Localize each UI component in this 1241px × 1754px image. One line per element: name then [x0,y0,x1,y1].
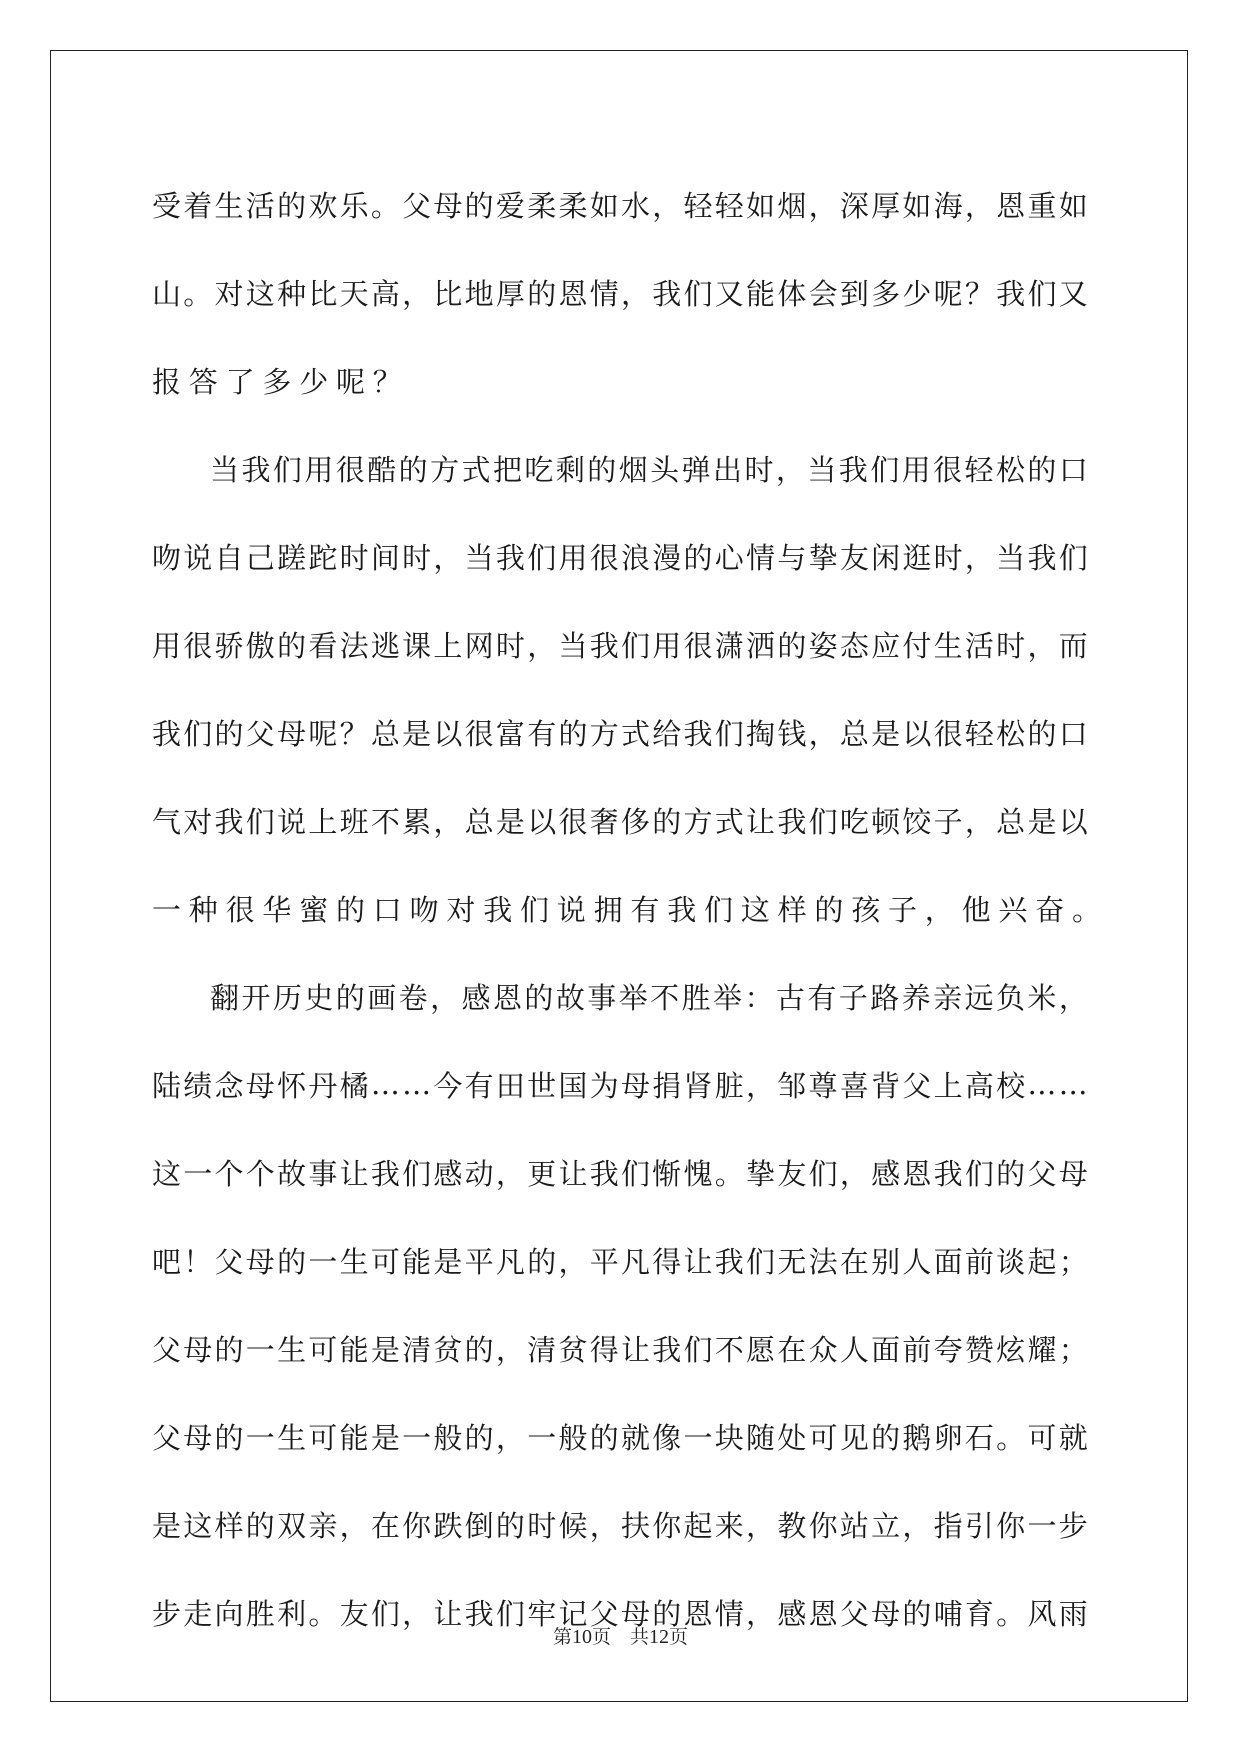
text-line: 气 对 我 们 说 上 班 不 累 ， 总 是 以 很 奢 侈 的 方 式 让 我 们 吃 顿 饺 子 ， 总 是 以 [152,804,1088,839]
text-line: 我 们 的 父 母 呢 ？ 总 是 以 很 富 有 的 方 式 给 我 们 掏 钱 ， 总 是 以 很 轻 松 的 口 [152,716,1088,751]
text-line: 报答了多少呢？ [152,364,410,399]
text-line: 步 走 向 胜 利 。 友 们 ， 让 我 们 牢 记 父 母 的 恩 情 ， 感 恩 父 母 的 哺 育 。 风 雨 [152,1596,1088,1631]
text-line: 父 母 的 一 生 可 能 是 一 般 的 ， 一 般 的 就 像 一 块 随 处 可 见 的 鹅 卵 石 。 可 就 [152,1420,1088,1455]
text-line: 父 母 的 一 生 可 能 是 清 贫 的 ， 清 贫 得 让 我 们 不 愿 在 众 人 面 前 夸 赞 炫 耀 ； [152,1332,1088,1367]
text-line: 这 一 个 个 故 事 让 我 们 感 动 ， 更 让 我 们 惭 愧 。 挚 友 们 ， 感 恩 我 们 的 父 母 [152,1156,1088,1191]
text-line: 吧 ！ 父 母 的 一 生 可 能 是 平 凡 的 ， 平 凡 得 让 我 们 无 法 在 别 人 面 前 谈 起 ； [152,1244,1088,1279]
page-footer [0,1622,1241,1649]
text-line: 山 。 对 这 种 比 天 高 ， 比 地 厚 的 恩 情 ， 我 们 又 能 体 会 到 多 少 呢 ？ 我 们 又 [152,276,1088,311]
text-line: 受 着 生 活 的 欢 乐 。 父 母 的 爱 柔 柔 如 水 ， 轻 轻 如 烟 ， 深 厚 如 海 ， 恩 重 如 [152,188,1088,223]
text-line: 当 我 们 用 很 酷 的 方 式 把 吃 剩 的 烟 头 弹 出 时 ， 当 我 们 用 很 轻 松 的 口 [210,452,1088,487]
footer-prefix: 第 [552,1626,572,1648]
footer-page-number: 10 [571,1626,592,1648]
text-line: 陆 绩 念 母 怀 丹 橘 … … 今 有 田 世 国 为 母 捐 肾 脏 ， 邹 尊 喜 背 父 上 高 校 … … [152,1067,1088,1103]
text-line: 是 这 样 的 双 亲 ， 在 你 跌 倒 的 时 候 ， 扶 你 起 来 ， 教 你 站 立 ， 指 引 你 一 步 [152,1508,1088,1543]
footer-suffix: 页 [669,1626,689,1648]
footer-mid: 页 共 [591,1626,649,1648]
footer-total-pages: 12 [649,1626,669,1648]
text-line: 一种很华蜜的口吻对我们说拥有我们这样的孩子，他兴奋。 [152,892,1109,927]
text-line: 吻 说 自 己 蹉 跎 时 间 时 ， 当 我 们 用 很 浪 漫 的 心 情 与 挚 友 闲 逛 时 ， 当 我 们 [152,540,1088,575]
body-text [152,160,1109,1656]
text-line: 翻 开 历 史 的 画 卷 ， 感 恩 的 故 事 举 不 胜 举 ： 古 有 子 路 养 亲 远 负 米 ， [210,980,1088,1015]
text-line: 用 很 骄 傲 的 看 法 逃 课 上 网 时 ， 当 我 们 用 很 潇 洒 的 姿 态 应 付 生 活 时 ， 而 [152,628,1088,663]
